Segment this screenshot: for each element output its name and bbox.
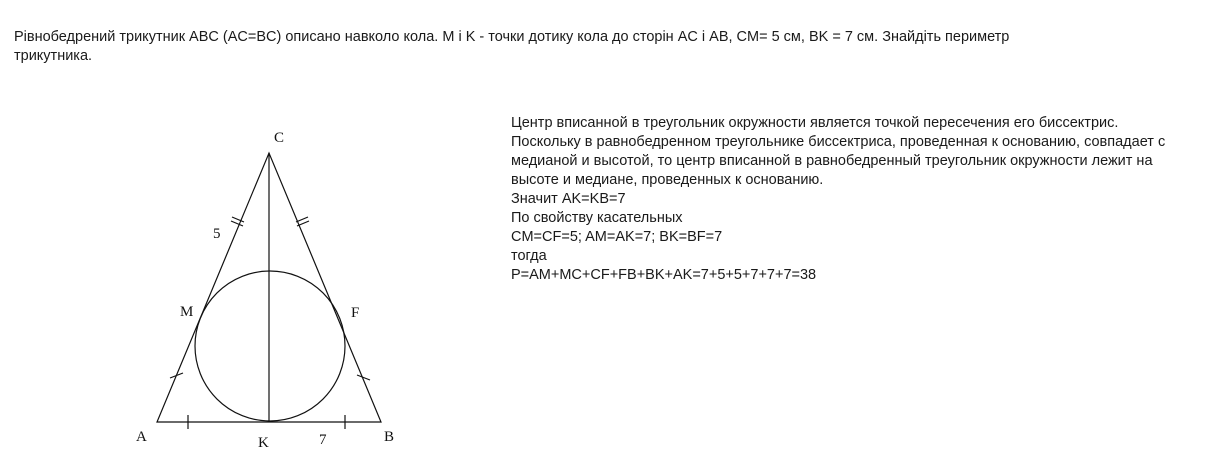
solution-line: Центр вписанной в треугольник окружности является точкой пересечения его биссектрис. — [511, 115, 1119, 131]
problem-text: Рівнобедрений трикутник ABC (AC=BC) описано навколо кола. M і K - точки дотику кола до сторін AC і AB, CM= 5 см, BK = 7 см. Знайдіть периметр трикутника. — [14, 29, 1010, 64]
solution-line: тогда — [511, 248, 547, 264]
inscribed-circle — [195, 271, 345, 421]
label-k: K — [258, 435, 269, 451]
solution-line: P=AM+MC+CF+FB+BK+AK=7+5+5+7+7+7=38 — [511, 267, 817, 283]
label-m: M — [180, 304, 194, 320]
solution-line: медианой и высотой, то центр вписанной в равнобедренный треугольник окружности лежит на — [511, 153, 1153, 169]
solution-line: Значит AK=KB=7 — [511, 191, 626, 207]
length-label-cm: 5 — [213, 226, 221, 242]
label-b: B — [384, 429, 395, 445]
label-f: F — [351, 305, 360, 321]
solution-line: Поскольку в равнобедренном треугольнике биссектриса, проведенная к основанию, совпадает с — [511, 134, 1166, 150]
solution-line: По свойству касательных — [511, 210, 683, 226]
length-label-kb: 7 — [319, 432, 327, 448]
label-c: C — [274, 130, 285, 146]
solution-line: CM=CF=5; AM=AK=7; BK=BF=7 — [511, 229, 723, 245]
label-a: A — [136, 429, 147, 445]
tick-cf-1 — [296, 217, 308, 222]
tick-cm-1 — [231, 221, 243, 226]
solution-text — [511, 114, 1211, 285]
solution-line: высоте и медиане, проведенных к основанию. — [511, 172, 824, 188]
